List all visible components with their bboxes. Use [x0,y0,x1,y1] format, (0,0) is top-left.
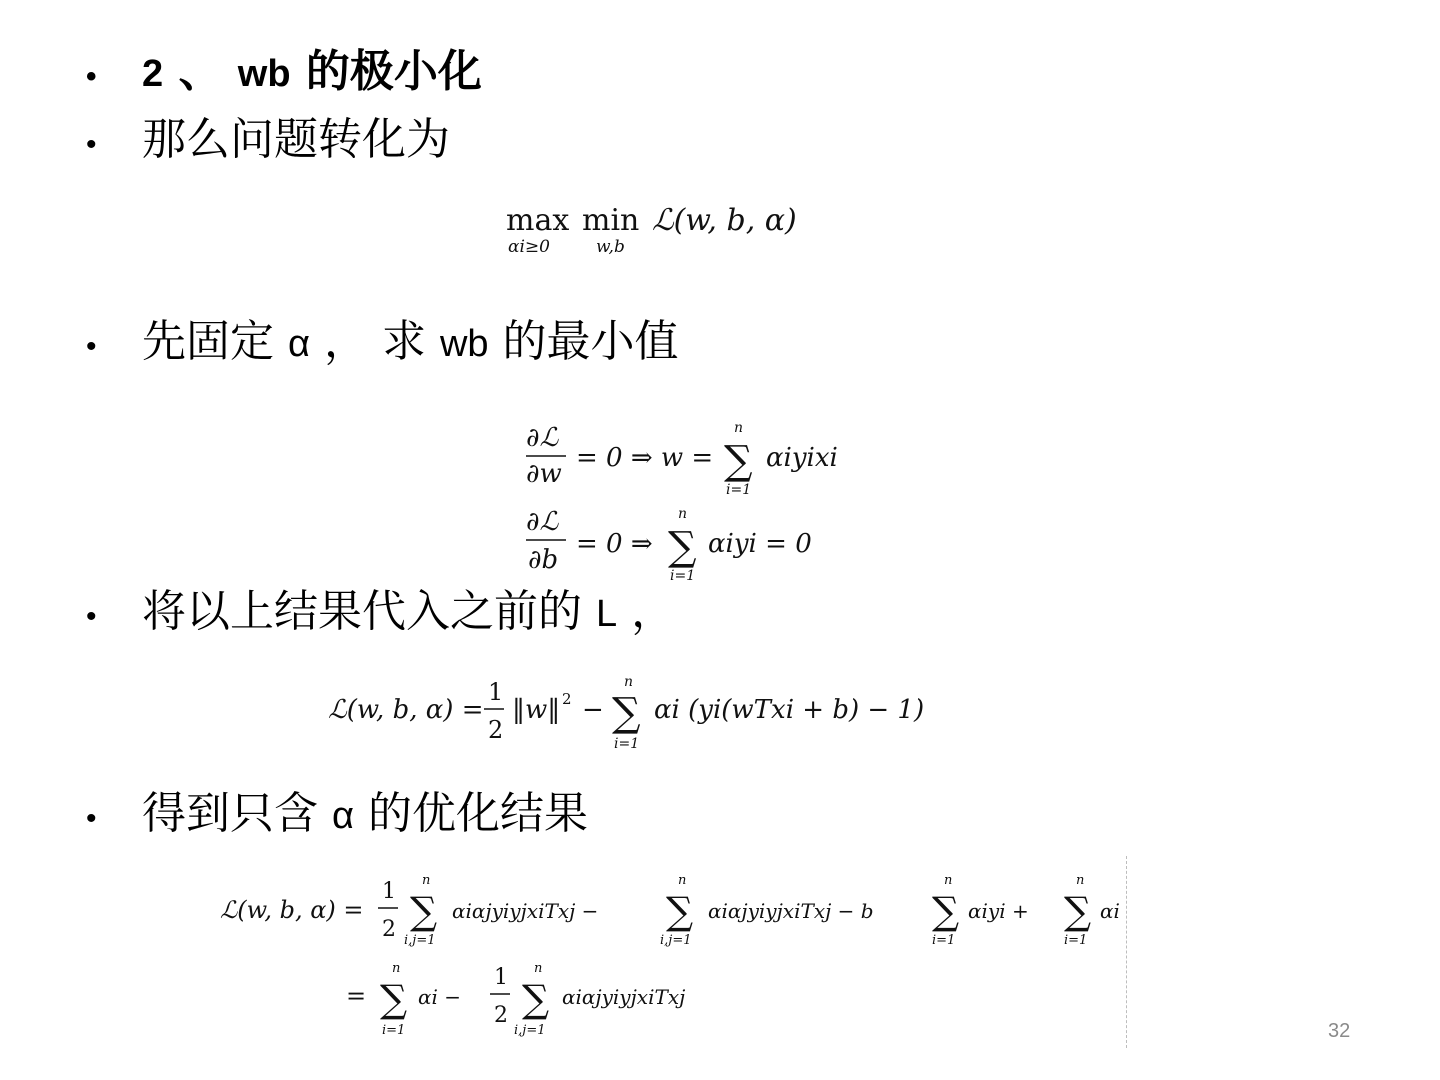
term-2: αiαjyiyjxiTxj − b [708,899,874,923]
title-separator: 、 [178,46,223,97]
sum-lower: i=1 [614,736,640,752]
minus-sign: − [582,695,604,725]
partial-numerator: ∂ℒ [526,423,559,453]
sum-upper: n [624,674,634,690]
title-latin: wb [237,53,291,95]
equation-middle: = 0 ⇒ [576,529,653,559]
formula-dual-result [216,868,1128,1048]
sum-lower: i=1 [726,482,752,498]
sum-lower: i=1 [1064,933,1088,948]
sum-sign: ∑ [666,889,694,933]
sum-upper: n [1076,873,1085,888]
bullet-text-pre: 先固定 [142,316,274,367]
sum-upper: n [422,873,431,888]
partial-denominator: ∂b [528,545,559,575]
max-operator: max [506,203,570,238]
sum-lower: i=1 [670,568,696,584]
bullet-dot: • [86,600,97,633]
bullet-text-rest: 的优化结果 [367,788,588,839]
min-subscript: w,b [596,237,625,257]
bullet-text-rest: 的最小值 [502,316,679,367]
bullet-item [86,116,450,164]
lagrangian-lhs: ℒ(w, b, α) = [328,695,484,725]
slide-title [86,48,482,96]
sum-lower: i=1 [932,933,956,948]
bullet-dot: • [86,330,97,363]
dual-lhs: ℒ(w, b, α) = [220,896,364,924]
formula-maxmin [500,196,820,272]
bullet-text-pre: 将以上结果代入之前的 [142,586,582,637]
sum-sign: ∑ [380,977,408,1021]
term-3: αiyi + [968,899,1029,923]
partial-denominator: ∂w [526,459,562,489]
sum-upper: n [678,873,687,888]
term-1: αiαjyiyjxiTxj − [452,899,599,923]
sum-lower: i=1 [382,1023,406,1038]
partial-numerator: ∂ℒ [526,507,559,537]
sum-upper: n [678,506,688,522]
fraction-numerator: 1 [488,678,504,706]
sum-sign: ∑ [612,690,641,736]
bullet-text: 那么问题转化为 [142,114,450,165]
bullet-text-post: ， [631,586,676,637]
min-operator: min [582,203,640,238]
sum-upper: n [534,961,543,976]
sum-sign: ∑ [668,524,697,570]
crop-divider [1126,856,1127,1048]
sum-sign: ∑ [410,889,438,933]
norm-w: ‖w‖ [512,695,561,725]
title-rest: 的极小化 [305,46,482,97]
sum-sign: ∑ [1064,889,1092,933]
formula-derivatives [520,418,880,594]
norm-exponent: 2 [562,690,572,708]
fraction-denominator: 2 [382,917,396,942]
fraction-denominator: 2 [488,716,504,744]
bullet-dot: • [86,60,97,93]
formula-lagrangian [322,672,942,758]
bullet-item [86,790,588,838]
equation-middle: = 0 ⇒ w = [576,443,714,473]
fraction-numerator: 1 [382,879,396,904]
page-number: 32 [1328,1020,1351,1042]
sum-upper: n [392,961,401,976]
bullet-text-mid: 求 [381,316,426,367]
sum-sign: ∑ [724,438,753,484]
bullet-latin: wb [439,323,489,365]
term-6: αiαjyiyjxiTxj [562,985,686,1009]
equation-rhs: αiyixi [766,443,838,473]
sum-lower: i,j=1 [660,933,692,948]
equation-rhs: αiyi = 0 [708,529,812,559]
bullet-text-pre: 得到只含 [142,788,318,839]
bullet-latin: L [596,593,618,635]
sum-lower: i,j=1 [404,933,436,948]
alpha-symbol: α [288,323,310,365]
bullet-item [86,588,675,636]
alpha-symbol: α [332,795,354,837]
fraction-numerator: 1 [494,965,508,990]
bullet-dot: • [86,802,97,835]
max-subscript: αi≥0 [508,237,550,257]
bullet-dot: • [86,128,97,161]
bullet-text-comma: ， [323,316,368,367]
sum-sign: ∑ [522,977,550,1021]
sum-lower: i,j=1 [514,1023,546,1038]
term-4: αi [1100,899,1120,923]
sum-sign: ∑ [932,889,960,933]
fraction-denominator: 2 [494,1003,508,1028]
line2-equals: = [346,982,367,1010]
title-number: 2 [142,53,164,95]
lagrangian-expression: ℒ(w, b, α) [652,203,797,238]
sum-upper: n [734,420,744,436]
lagrangian-rhs: αi (yi(wTxi + b) − 1) [654,695,925,725]
sum-upper: n [944,873,953,888]
bullet-item [86,318,679,366]
term-5: αi − [418,985,462,1009]
